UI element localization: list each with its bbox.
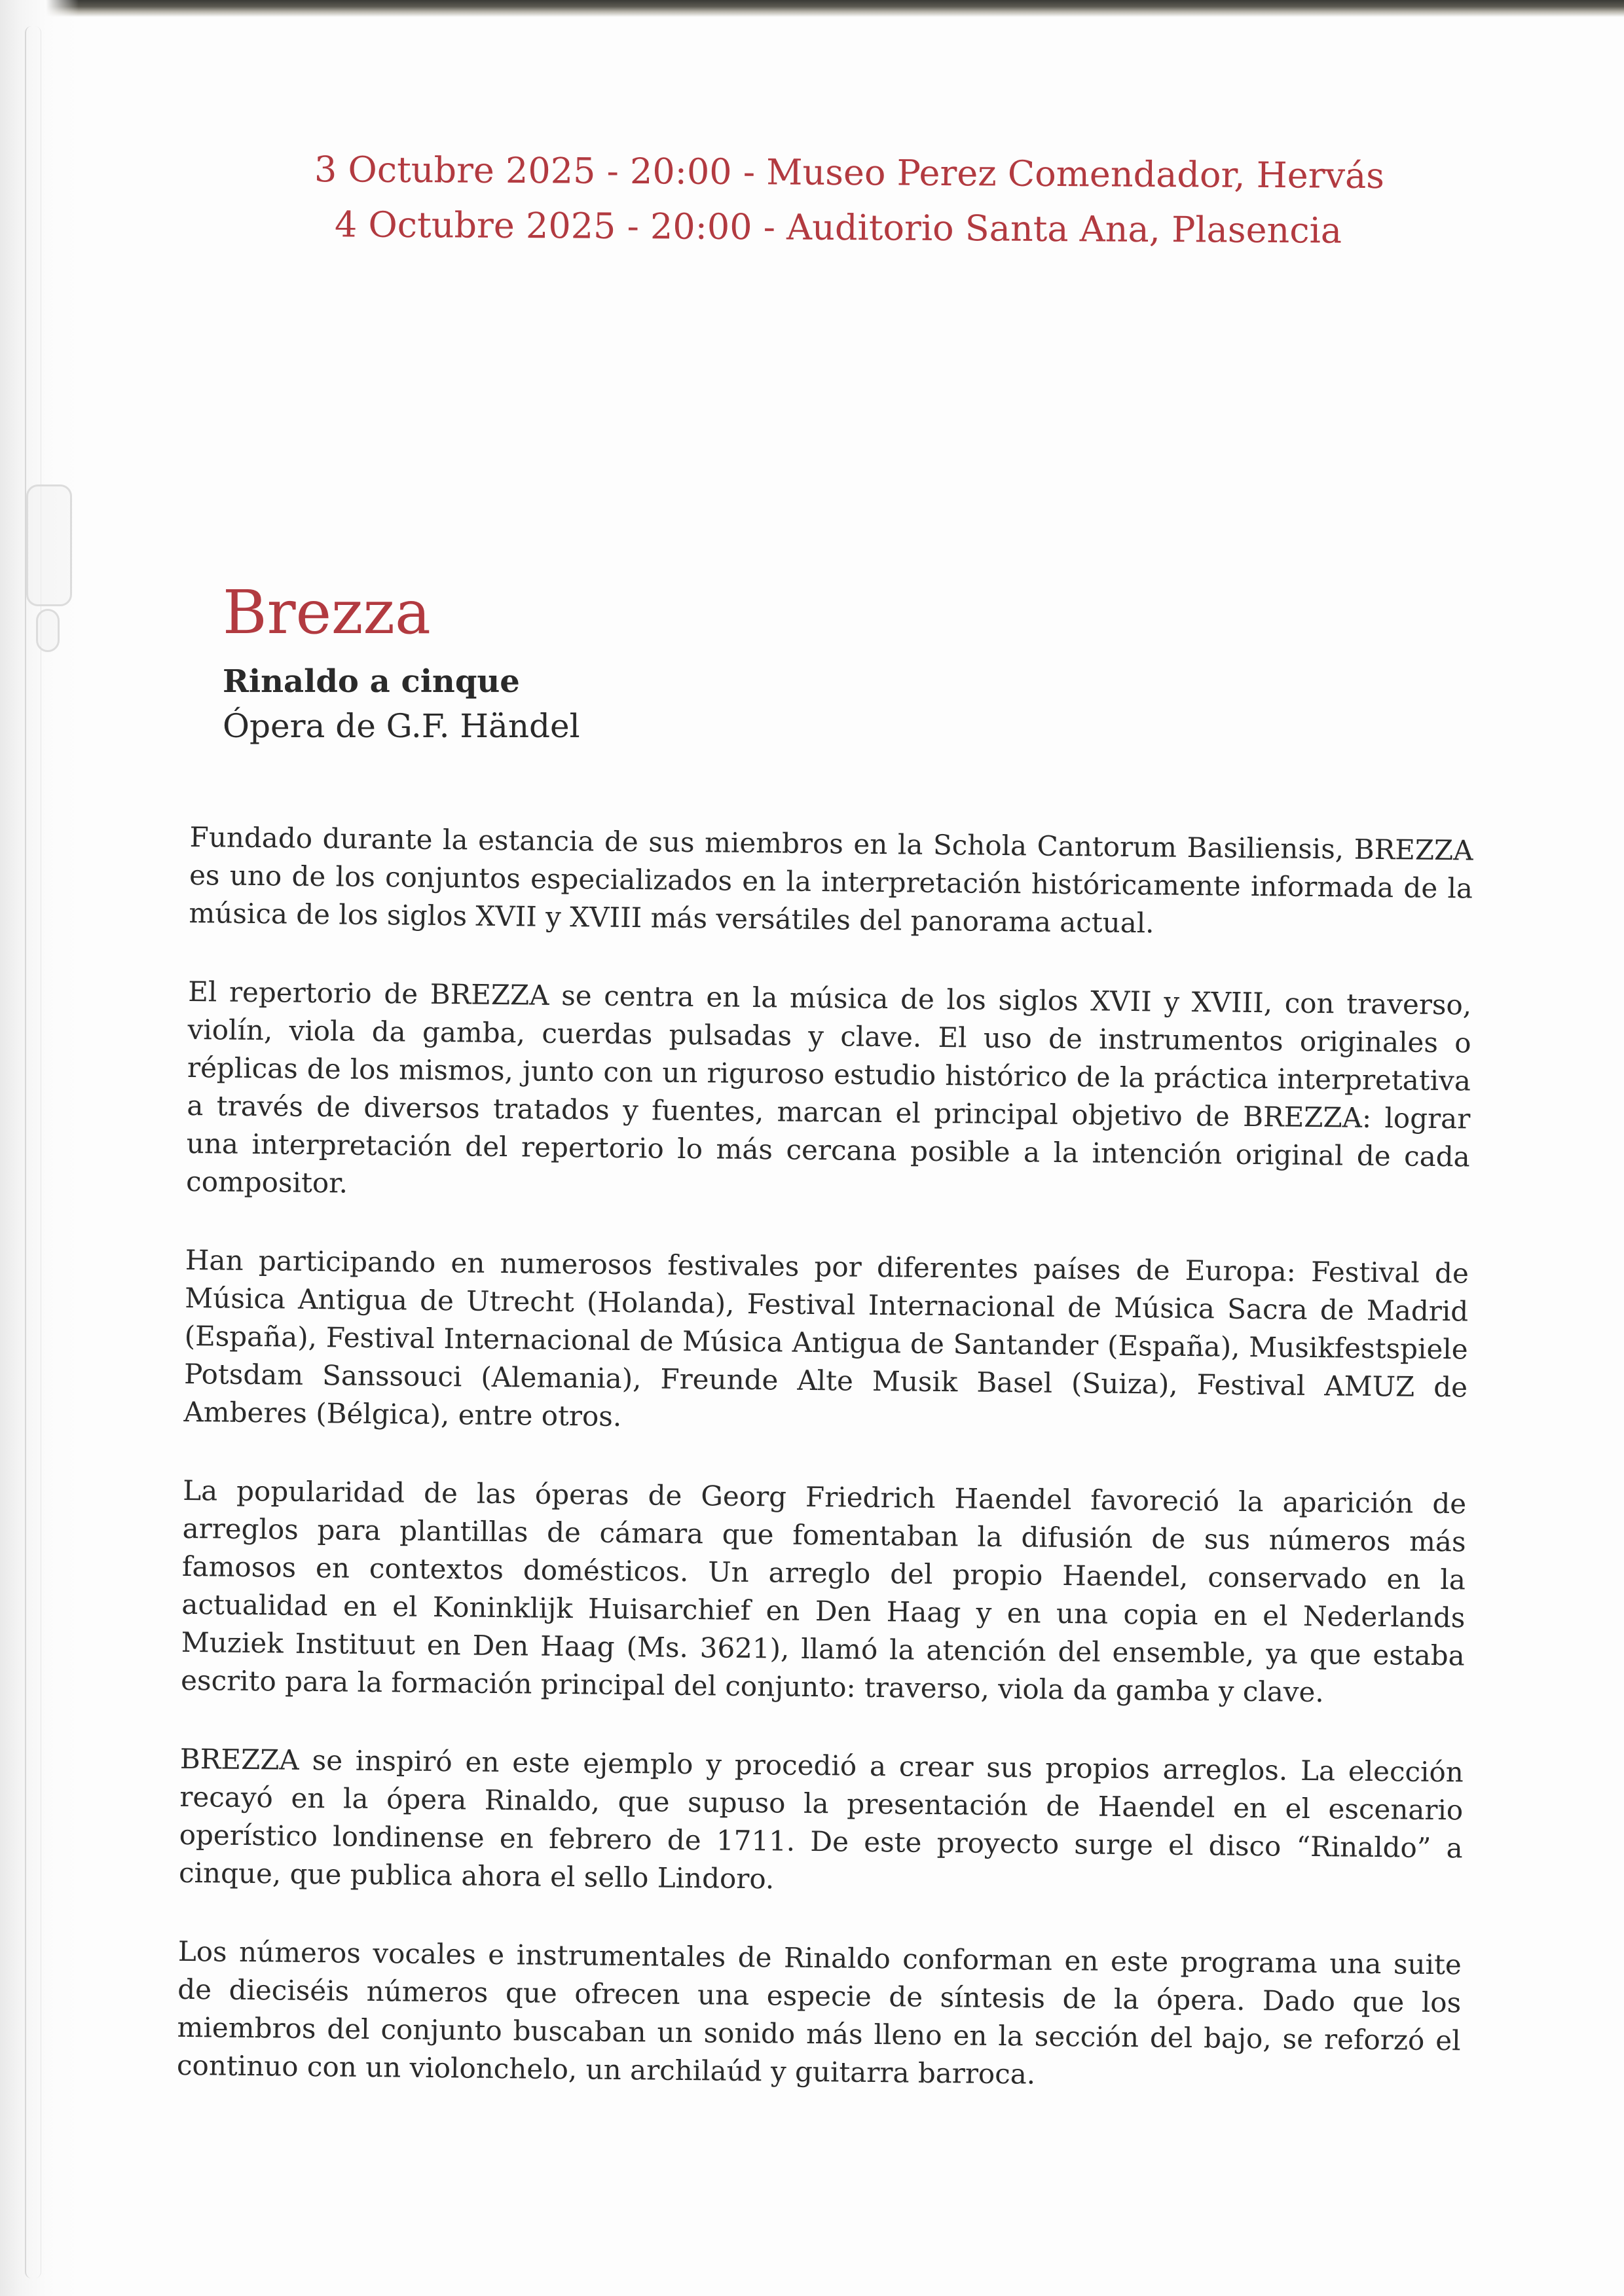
paragraph-haendel-arrangements: La popularidad de las óperas de Georg Friedrich Haendel favoreció la aparición de arreglos para plantillas de cámara que fomentaban la difusión de sus números más famosos en contextos domésticos. Un arreglo del propio Haendel, conservado en la actualidad en el Koninklijk Huisarchief en Den Haag y en una copia en el Nederlands Muziek Instituut en Den Haag (Ms. 3621), llamó la atención del ensemble, ya que estaba escrito para la formación principal del conjunto: traverso, viola da gamba y clave. bbox=[180, 1474, 1467, 1709]
program-notes bbox=[177, 818, 1473, 2098]
binding-fold bbox=[25, 26, 41, 2278]
paragraph-rinaldo-project: BREZZA se inspiró en este ejemplo y procedió a crear sus propios arreglos. La elección recayó en la ópera Rinaldo, que supuso la presentación de Haendel en el escenario operístico londinense en febrero de 1711. De este proyecto surge el disco “Rinaldo” a cinque, que publica ahora el sello Lindoro. bbox=[178, 1742, 1464, 1895]
scan-top-edge bbox=[0, 0, 1624, 17]
event-dates bbox=[314, 145, 1385, 255]
ensemble-name: Brezza bbox=[223, 577, 431, 647]
paragraph-repertoire: El repertorio de BREZZA se centra en la música de los siglos XVII y XVIII, con traverso, violín, viola da gamba, cuerdas pulsadas y clave. El uso de instrumentos originales o réplicas de los mismos, junto con un riguroso estudio histórico de la práctica interpretativa a través de diversos tratados y fuentes, marcan el principal objetivo de BREZZA: lograr una interpretación del repertorio lo más cercana posible a la intención original de cada compositor. bbox=[185, 975, 1472, 1199]
work-title: Rinaldo a cinque bbox=[223, 663, 520, 700]
paragraph-festivals: Han participando en numerosos festivales por diferentes países de Europa: Festival de Música Antigua de Utrecht (Holanda), Festival Internacional de Música Sacra de Madrid (España), Festival Internacional de Música Antigua de Santander (España), Musikfestspiele Potsdam Sanssouci (Alemania), Freunde Alte Musik Basel (Suiza), Festival AMUZ de Amberes (Bélgica), entre otros. bbox=[183, 1243, 1469, 1432]
event-date-plasencia: 4 Octubre 2025 - 20:00 - Auditorio Santa Ana, Plasencia bbox=[334, 204, 1342, 251]
event-date-hervas: 3 Octubre 2025 - 20:00 - Museo Perez Comendador, Hervás bbox=[314, 149, 1385, 197]
title-block bbox=[223, 576, 1139, 749]
work-subtitle: Ópera de G.F. Händel bbox=[223, 707, 580, 745]
binding-clip bbox=[26, 484, 72, 606]
paragraph-founding: Fundado durante la estancia de sus miembros en la Schola Cantorum Basiliensis, BREZZA es uno de los conjuntos especializados en la interpretación históricamente informada de la música de los siglos XVII y XVIII más versátiles del panorama actual. bbox=[189, 820, 1473, 939]
paragraph-suite: Los números vocales e instrumentales de Rinaldo conforman en este programa una suite de dieciséis números que ofrecen una especie de síntesis de la ópera. Dado que los miembros del conjunto buscaban un sonido más lleno en la sección del bajo, se reforzó el continuo con un violonchelo, un archilaúd y guitarra barroca. bbox=[176, 1935, 1462, 2090]
binding-clip-small bbox=[36, 609, 60, 652]
